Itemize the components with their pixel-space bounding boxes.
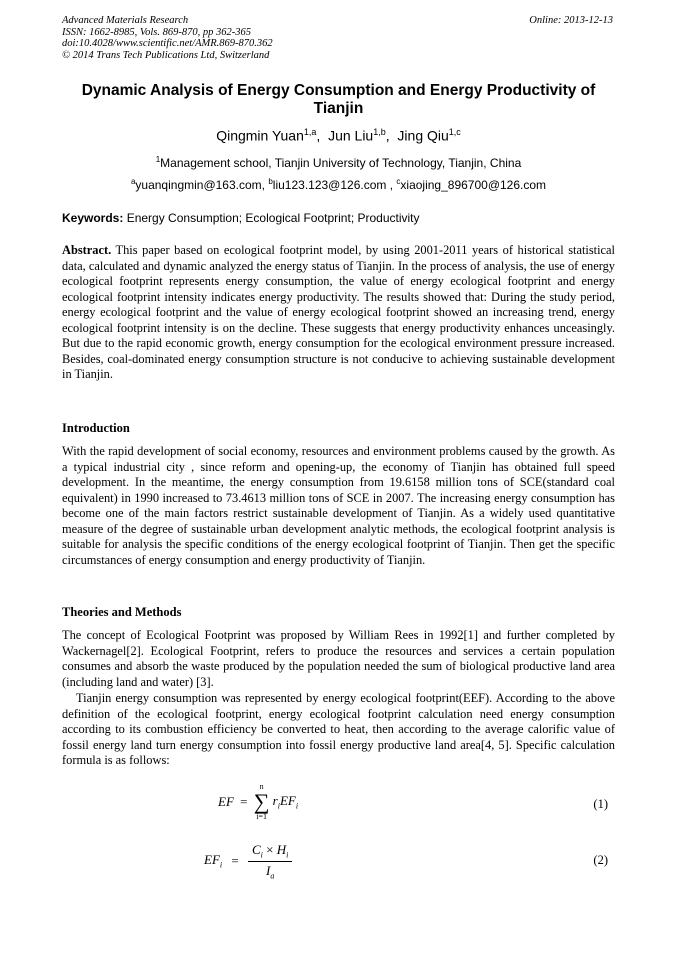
doi: doi:10.4028/www.scientific.net/AMR.869-870.362 — [62, 38, 273, 49]
section-heading-theories: Theories and Methods — [62, 605, 182, 619]
paper-title: Dynamic Analysis of Energy Consumption and Energy Productivity of Tianjin — [81, 82, 596, 117]
journal-header — [62, 15, 273, 61]
sum-top: n — [259, 782, 264, 791]
equation-1 — [218, 782, 298, 822]
affiliation — [62, 155, 615, 170]
section-heading-introduction: Introduction — [62, 421, 130, 435]
eq1-ef: EF — [279, 793, 296, 809]
keywords-label: Keywords: — [62, 211, 124, 225]
eq2-lhs-sub: i — [219, 860, 223, 870]
eq1-equals: = — [240, 794, 248, 809]
equation-1-number: (1) — [593, 797, 608, 811]
introduction-paragraph: With the rapid development of social economy, resources and environment problems caused by the growth. As a typical industrial city , since reform and opening-up, the economy of Tianjin has obtained full speed development. In the meantime, the energy consumption from 19.6158 million tons of SCE(standard coal equivalent) in 1990 increased to 73.4613 million tons of SCE in 2007. The increasing energy consumption has become one of the main factors restrict sustainable development of Tianjin. As a widely used quantitative measure of the degree of sustainable urban development analytic methods, the ecological footprint analysis is suitable for analysis the specific conditions of the energy ecological footprint of Tianjin. Then get the specific circumstances of energy consumption and energy productivity of Tianjin. — [62, 444, 615, 567]
sum-bottom: i=1 — [256, 812, 267, 821]
eq2-lhs: EF — [204, 852, 220, 868]
eq1-sub: i — [277, 801, 280, 811]
author-name: Jun Liu — [328, 127, 374, 144]
theories-paragraph-2: Tianjin energy consumption was represented by energy ecological footprint(EEF). According to the above definition of the ecological footprint, energy ecological footprint calculation need energy consumption according to its combustion efficiency be converted to heat, then according to the average calorific value of fossil energy land turn energy consumption into fossil energy productive land area[4, 5]. Specific calculation formula is as follows: — [62, 691, 615, 767]
eq2-fraction — [248, 842, 292, 880]
abstract-text: This paper based on ecological footprint model, by using 2001-2011 years of historical statistical data, calculated and dynamic analyzed the energy status of Tianjin. In the process of analysis, the use of energy ecological footprint represents energy consumption, the value of energy ecological footprint and energy ecological footprint intensity indicates energy productivity. The results showed that: During the study period, energy ecological footprint and the value of energy ecological footprint showed an increasing trend, energy ecological footprint intensity is on the decline. These suggests that energy productivity enhances unceasingly. But due to the rapid economic growth, energy consumption for the ecological environment pressure increased. Besides, coal-dominated energy consumption structure is not conducive to achieving sustainable development in Tianjin. — [62, 243, 615, 381]
author-sup: 1,b — [373, 127, 386, 137]
email-sup: c — [396, 177, 401, 186]
eq2-i-sub: a — [270, 871, 275, 881]
eq1-lhs: EF — [218, 794, 234, 809]
equation-2-number: (2) — [593, 853, 608, 867]
sum-symbol: n ∑ i=1 — [253, 782, 270, 821]
abstract-label: Abstract. — [62, 243, 112, 257]
online-date: Online: 2013-12-13 — [529, 15, 613, 26]
affiliation-sup: 1 — [155, 155, 161, 164]
issn: ISSN: 1662-8985, Vols. 869-870, pp 362-365 — [62, 26, 251, 38]
journal-name: Advanced Materials Research — [62, 15, 189, 26]
abstract — [62, 243, 615, 383]
equation-2 — [204, 842, 292, 880]
email[interactable]: liu123.123@126.com — [272, 178, 387, 192]
eq1-sub: i — [295, 801, 299, 811]
email-sup: b — [268, 177, 273, 186]
affiliation-text: Management school, Tianjin University of Technology, Tianjin, China — [160, 156, 522, 170]
eq2-numerator — [248, 842, 292, 862]
eq1-r: r — [272, 793, 278, 809]
eq2-c-sub: i — [260, 850, 263, 860]
eq2-h: H — [276, 842, 287, 857]
copyright: © 2014 Trans Tech Publications Ltd, Switzerland — [62, 49, 270, 61]
theories-paragraph-1: The concept of Ecological Footprint was proposed by William Rees in 1992[1] and further completed by Wackernagel[2]. Ecological Footprint, refers to produce the resources and services a certain population consumes and absorb the waste produced by the population needed the sum of biological productive land area (including land and water) [3]. — [62, 628, 615, 689]
author-sup: 1,a — [303, 127, 317, 137]
author-name: Jing Qiu — [397, 127, 449, 144]
keywords-text: Energy Consumption; Ecological Footprint; Productivity — [126, 211, 420, 225]
eq2-equals: = — [231, 853, 239, 869]
author-list: Qingmin Yuan$^{1,a}$, Jun Liu$^{1,b}$, Jing Qiu$^{1,c}$ — [216, 127, 461, 144]
keywords — [62, 211, 420, 225]
eq2-h-sub: i — [286, 850, 289, 860]
eq2-denominator — [248, 862, 292, 881]
email[interactable]: xiaojing_896700@126.com — [400, 178, 547, 192]
eq2-c: C — [251, 842, 261, 857]
eq2-i: I — [265, 862, 271, 878]
email[interactable]: yuanqingmin@163.com — [135, 178, 262, 192]
author-sup: 1,c — [448, 127, 461, 137]
email-sup: a — [130, 177, 136, 186]
eq2-times: × — [266, 842, 274, 857]
emails: $^a$yuanqingmin@163.com, $^b$liu123.123@126.com , $^c$xiaojing_896700@126.com — [130, 177, 547, 192]
author-name: Qingmin Yuan — [216, 127, 304, 144]
